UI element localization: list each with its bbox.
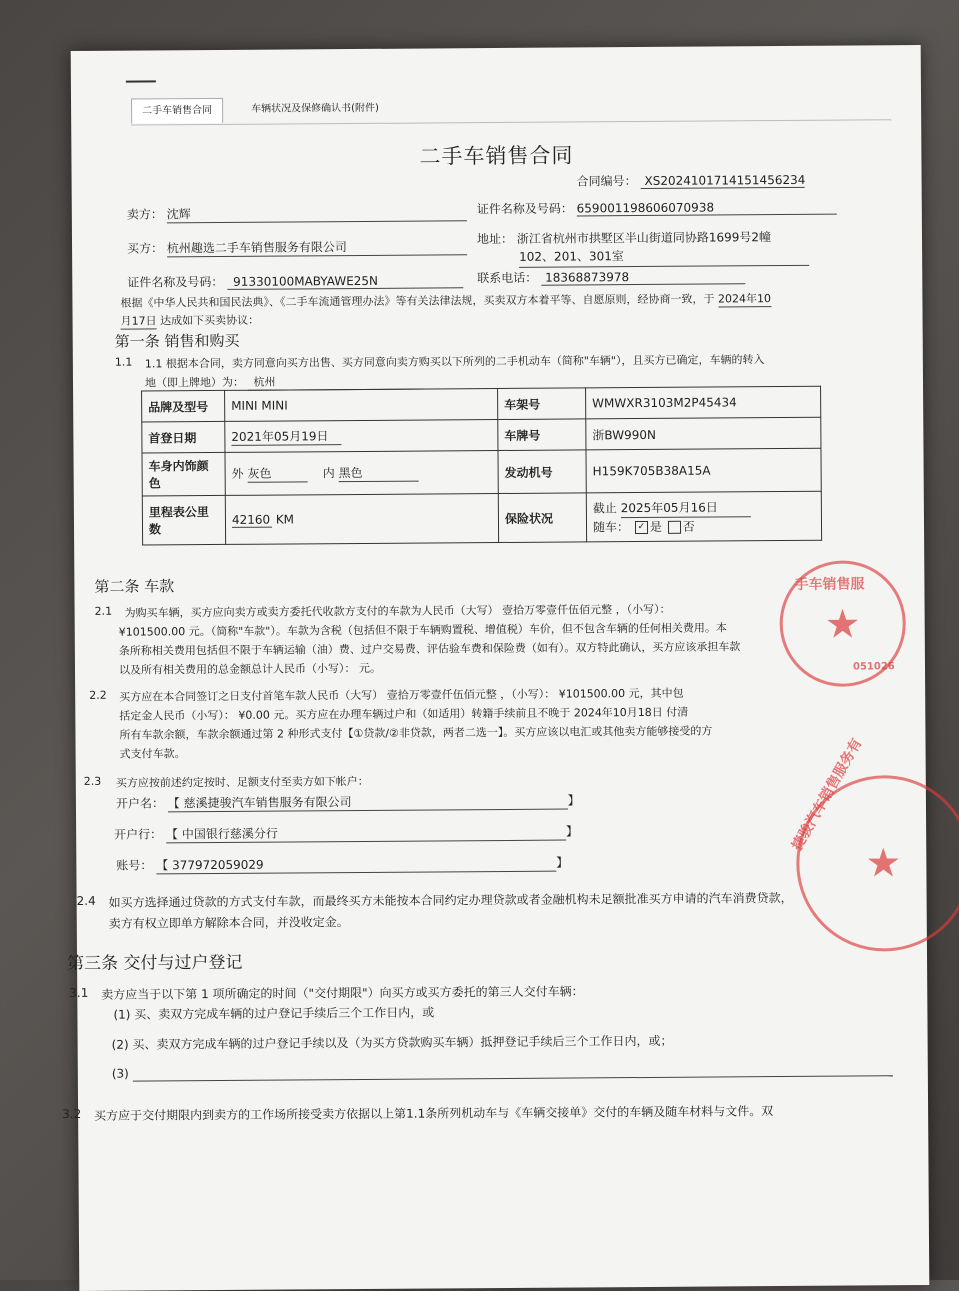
seller-label: 卖方： [126,207,163,222]
article1-1-city: 杭州 [247,373,423,391]
bank-branch-label: 开户行： [114,827,163,842]
mileage-cell [225,494,498,545]
color-ext-prefix: 外 [231,466,244,481]
seller-row [127,203,467,223]
brand-label: 品牌及型号 [142,390,225,422]
buyer-label: 买方： [127,241,164,256]
article1-1-text: 1.1 根据本合同，卖方同意向买方出售、买方同意向卖方购买以下所列的二手机动车（简称"车辆"），且买方已确定，车辆的转入 [144,353,765,371]
company-seal-2 [789,735,959,952]
bank-name-value: 慈溪捷骏汽车销售服务有限公司 [183,795,352,811]
p2-3-text: 买方应按前述约定按时、足额支付至卖方如下帐户： [115,774,369,790]
p3-2-num: 3.2 [62,1106,82,1122]
p3-1-item3-blank [133,1061,893,1081]
vehicle-table [141,386,822,546]
p2-1-line2: ¥101500.00 元。（简称"车款"）。车款为含税（包括但不限于车辆购置税、增值税）车价，但不包含车辆的任何相关费用。本 [118,621,727,639]
article1-1-text2: 地（即上牌地）为： [144,375,245,390]
seal-1-code: 051026 [852,661,895,673]
mileage-unit: KM [275,511,295,527]
color-int-value: 黑色 [339,464,419,483]
mileage-value: 42160 [231,512,271,527]
tab-vehicle-condition[interactable]: 车辆状况及保修确认书(附件) [251,102,379,115]
table-row [142,386,821,422]
top-dash [126,80,156,82]
bank-name-field: 【 慈溪捷骏汽车销售服务有限公司 [168,792,568,813]
p2-4-line1: 如买方选择通过贷款的方式支付车款，而最终买方未能按本合同约定办理贷款或者金融机构未足额批准买方申请的汽车消费贷款， [108,890,793,910]
seal-1-text: 手车销售服 [794,576,865,593]
article1-1-num: 1.1 [114,355,133,369]
address-label: 地址： [476,231,514,247]
follow-no-checkbox[interactable] [668,520,681,533]
plate-label: 车牌号 [498,419,586,451]
insurance-date: 2025年05月16日 [621,498,751,518]
preamble-text2: 达成如下买卖协议： [160,313,260,328]
p2-1-line3: 条所称相关费用包括但不限于车辆运输（油）费、过户交易费、评估验车费和保险费（如有）。双方特此确认，买方应该承担车款 [118,640,741,658]
p2-1-num: 2.1 [94,604,113,618]
table-row [142,417,821,453]
seal-star-icon: ★ [824,601,861,648]
bank-acct-label: 账号： [116,858,153,873]
preamble-date2: 月17日 [120,314,157,328]
p3-1-item2: (2) 买、卖双方完成车辆的过户登记手续以及（为买方贷款购买车辆）抵押登记手续后三个工作日内，或； [111,1033,673,1052]
p2-3-num: 2.3 [83,774,102,788]
contract-no-label: 合同编号： [576,174,637,189]
insurance-cell [586,491,821,542]
p2-4-line2: 卖方有权立即单方解除本合同，并没收定金。 [108,915,349,931]
insurance-prefix: 截止 [592,500,617,515]
engine-label: 发动机号 [498,450,586,494]
preamble-text1: 根据《中华人民共和国民法典》、《二手车流通管理办法》等有关法律法规，买卖双方本着平等、自愿原则，经协商一致，于 [120,292,715,310]
table-row [142,448,821,496]
preamble-line2 [121,312,260,330]
preamble-line1 [120,290,771,312]
buyer-id-label: 证件名称及号码： [127,274,224,290]
plate-value: 浙BW990N [586,417,821,450]
table-row [142,491,821,545]
bank-branch-field: 【 中国银行慈溪分行 [166,823,566,844]
reg-date-value: 2021年05月19日 [231,427,341,446]
seller-value: 沈辉 [167,203,467,223]
article3-title: 第三条 交付与过户登记 [66,952,243,975]
p2-2-line4: 式支付车款。 [119,747,186,761]
p3-1-item3-label: (3) [111,1066,129,1081]
seller-id-value: 659001198606070938 [577,200,837,217]
p3-2-text: 买方应于交付期限内到卖方的工作场所接受卖方依据以上第1.1条所列机动车与《车辆交接单》交付的车辆及随车材料与文件。双 [94,1104,774,1123]
insurance-label: 保险状况 [498,493,586,543]
engine-value: H159K705B38A15A [586,448,821,493]
contract-paper [62,45,930,1291]
bank-name-label: 开户名： [115,796,165,811]
p2-2-line1: 买方应在本合同签订之日支付首笔车款人民币（大写） 壹拾万零壹仟伍佰元整 ，（小写）： ¥101500.00 元，其中包 [119,686,684,704]
buyer-value: 杭州趣选二手车销售服务有限公司 [167,237,467,257]
p2-2-line2: 括定金人民币（小写）： ¥0.00 元。买方应在办理车辆过户和（如适用）转籍手续前且不晚于 2024年10月18日 付清 [119,705,689,723]
brand-value: MINI MINI [225,389,498,422]
bank-acct-value: 377972059029 [171,857,264,873]
follow-label: 随车： [592,519,630,534]
reg-date-label: 首登日期 [142,421,225,453]
p2-4-num: 2.4 [76,893,96,908]
reg-date-cell [225,420,498,453]
p2-1-line1: 为购买车辆，买方应向卖方或卖方委托代收款方支付的车款为人民币（大写） 壹拾万零壹仟伍佰元整 ，（小写）： [124,602,671,620]
buyer-row [127,237,467,257]
color-label: 车身内饰颜色 [142,452,225,496]
vin-value: WMWXR3103M2P45434 [586,386,821,419]
p2-2-line3: 所有车款余额，车款余额通过第 2 种形式支付【①贷款/②非贷款，两者二选一】。买方应该以电汇或其他卖方能够接受的方 [119,724,713,742]
color-cell [225,451,498,496]
seller-id-row [477,198,837,218]
follow-no-label: 否 [682,519,695,534]
bank-acct-field: 【 377972059029 [156,854,556,875]
follow-yes-checkbox[interactable]: ✓ [635,520,648,533]
contract-no-row [577,171,805,190]
buyer-id-value: 91330100MABYAWE25N [227,273,463,290]
p3-1-item1: (1) 买、卖双方完成车辆的过户登记手续后三个工作日内，或 [113,1005,435,1022]
color-int-prefix: 内 [322,466,335,481]
seller-id-label: 证件名称及号码： [476,201,573,217]
bank-name-row: 开户名： 【 慈溪捷骏汽车销售服务有限公司 】 [115,793,580,811]
mileage-label: 里程表公里数 [142,495,225,545]
p3-1-item3 [112,1061,893,1081]
seal-2-text: 捷骏汽车销售服务有 [789,735,866,854]
seal-star-icon: ★ [865,840,902,887]
article1-title: 第一条 销售和购买 [114,331,240,351]
p3-1-num: 3.1 [69,985,89,1001]
tab-sales-contract[interactable]: 二手车销售合同 [131,98,223,124]
phone-row [477,267,745,286]
buyer-id-row [127,271,463,290]
bank-acct-row: 账号： 【 377972059029 】 [116,855,569,873]
article2-title: 第二条 车款 [94,577,175,596]
vin-label: 车架号 [498,388,586,420]
phone-label: 联系电话： [477,270,538,286]
bank-branch-row: 开户行： 【 中国银行慈溪分行 】 [114,824,579,842]
contract-no-value: XS2024101714151456234 [640,173,804,189]
color-ext-value: 灰色 [247,464,307,482]
address-line2: 102、201、301室 [519,249,624,264]
phone-value: 18368873978 [541,269,745,285]
address-line1: 浙江省杭州市拱墅区半山街道同协路1699号2幢 [516,230,772,246]
p2-1-line4: 以及所有相关费用的总金额总计人民币（小写）： 元。 [118,661,382,677]
follow-yes-label: 是 [649,519,662,534]
preamble-date1: 2024年10 [717,292,771,306]
p3-1-text: 卖方应当于以下第 1 项所确定的时间（"交付期限"）向买方或买方委托的第三人交付车辆： [101,984,584,1002]
company-seal-1 [779,560,906,687]
address-row [477,228,771,266]
p2-2-num: 2.2 [89,688,107,702]
document-tabs [131,89,891,125]
page-title: 二手车销售合同 [419,143,574,169]
bank-branch-value: 中国银行慈溪分行 [181,826,278,842]
